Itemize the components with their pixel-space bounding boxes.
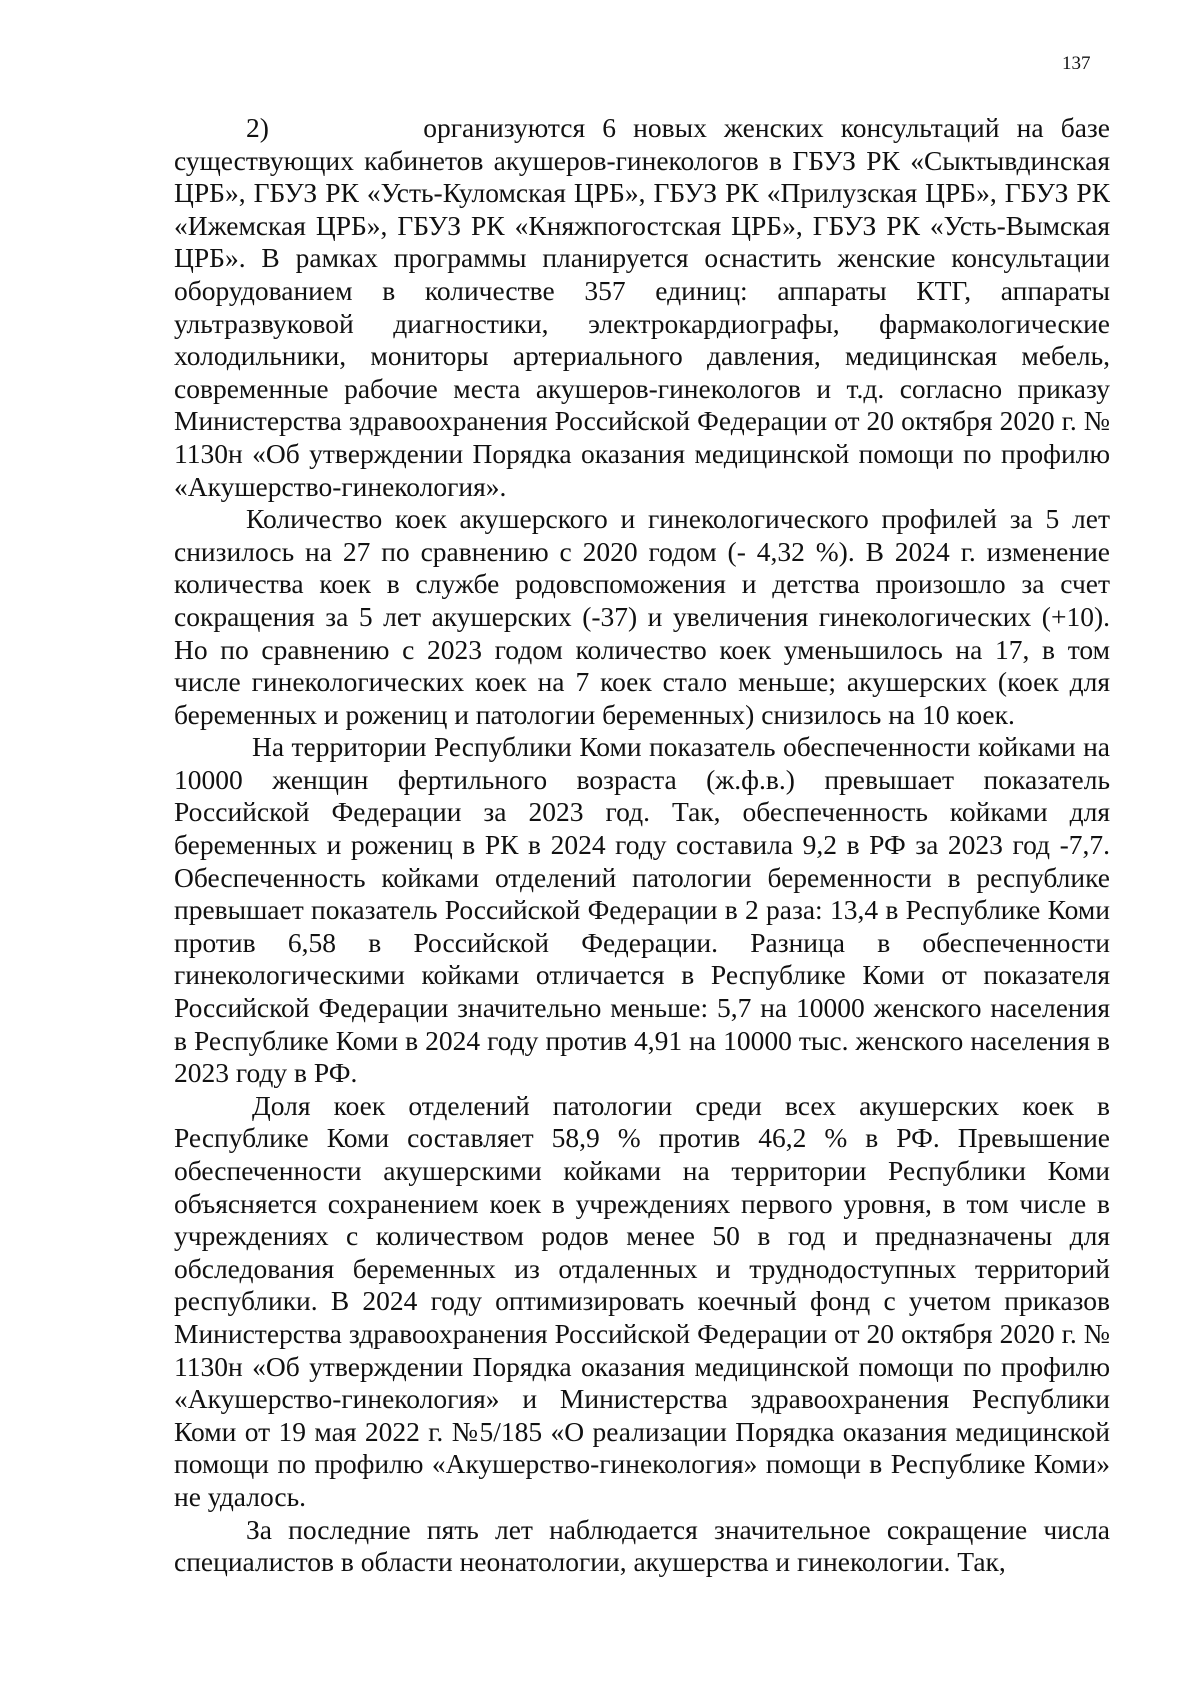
paragraph-women-consultations: 2) организуются 6 новых женских консультаций на базе существующих кабинетов акушеров-гинекологов в ГБУЗ РК «Сыктывдинская ЦРБ», ГБУЗ РК «Усть-Куломская ЦРБ», ГБУЗ РК «Прилузская ЦРБ», ГБУЗ РК «Ижемская ЦРБ», ГБУЗ РК «Княжпогостская ЦРБ», ГБУЗ РК «Усть-Вымская ЦРБ». В рамках программы планируется оснастить женские консультации оборудованием в количестве 357 единиц: аппараты КТГ, аппараты ультразвуковой диагностики, электрокардиографы, фармакологические холодильники, мониторы артериального давления, медицинская мебель, современные рабочие места акушеров-гинекологов и т.д. согласно приказу Министерства здравоохранения Российской Федерации от 20 октября 2020 г. № 1130н «Об утверждении Порядка оказания медицинской помощи по профилю «Акушерство-гинекология». <box>174 112 1110 502</box>
document-body <box>174 112 1110 1579</box>
paragraph-bed-count: Количество коек акушерского и гинекологического профилей за 5 лет снизилось на 27 по сравнению с 2020 годом (- 4,32 %). В 2024 г. изменение количества коек в службе родовспоможения и детства произошло за счет сокращения за 5 лет акушерских (-37) и увеличения гинекологических (+10). Но по сравнению с 2023 годом количество коек уменьшилось на 17, в том числе гинекологических коек на 7 коек стало меньше; акушерских (коек для беременных и рожениц и патологии беременных) снизилось на 10 коек. <box>174 503 1110 730</box>
paragraph-pathology-beds-share: Доля коек отделений патологии среди всех акушерских коек в Республике Коми составляет 58,9 % против 46,2 % в РФ. Превышение обеспеченности акушерскими койками на территории Республики Коми объясняется сохранением коек в учреждениях первого уровня, в том числе в учреждениях с количеством родов менее 50 в год и предназначены для обследования беременных из отдаленных и труднодоступных территорий республики. В 2024 году оптимизировать коечный фонд с учетом приказов Министерства здравоохранения Российской Федерации от 20 октября 2020 г. № 1130н «Об утверждении Порядка оказания медицинской помощи по профилю «Акушерство-гинекология» и Министерства здравоохранения Республики Коми от 19 мая 2022 г. №5/185 «О реализации Порядка оказания медицинской помощи по профилю «Акушерство-гинекология» помощи в Республике Коми» не удалось. <box>174 1089 1110 1512</box>
paragraph-bed-provision: На территории Республики Коми показатель обеспеченности койками на 10000 женщин фертильного возраста (ж.ф.в.) превышает показатель Российской Федерации за 2023 год. Так, обеспеченность койками для беременных и рожениц в РК в 2024 году составила 9,2 в РФ за 2023 год -7,7. Обеспеченность койками отделений патологии беременности в республике превышает показатель Российской Федерации в 2 раза: 13,4 в Республике Коми против 6,58 в Российской Федерации. Разница в обеспеченности гинекологическими койками отличается в Республике Коми от показателя Российской Федерации значительно меньше: 5,7 на 10000 женского населения в Республике Коми в 2024 году против 4,91 на 10000 тыс. женского населения в 2023 году в РФ. <box>174 731 1110 1089</box>
paragraph-specialists-decline: За последние пять лет наблюдается значительное сокращение числа специалистов в области неонатологии, акушерства и гинекологии. Так, <box>174 1513 1110 1578</box>
page-number: 137 <box>1062 53 1091 74</box>
